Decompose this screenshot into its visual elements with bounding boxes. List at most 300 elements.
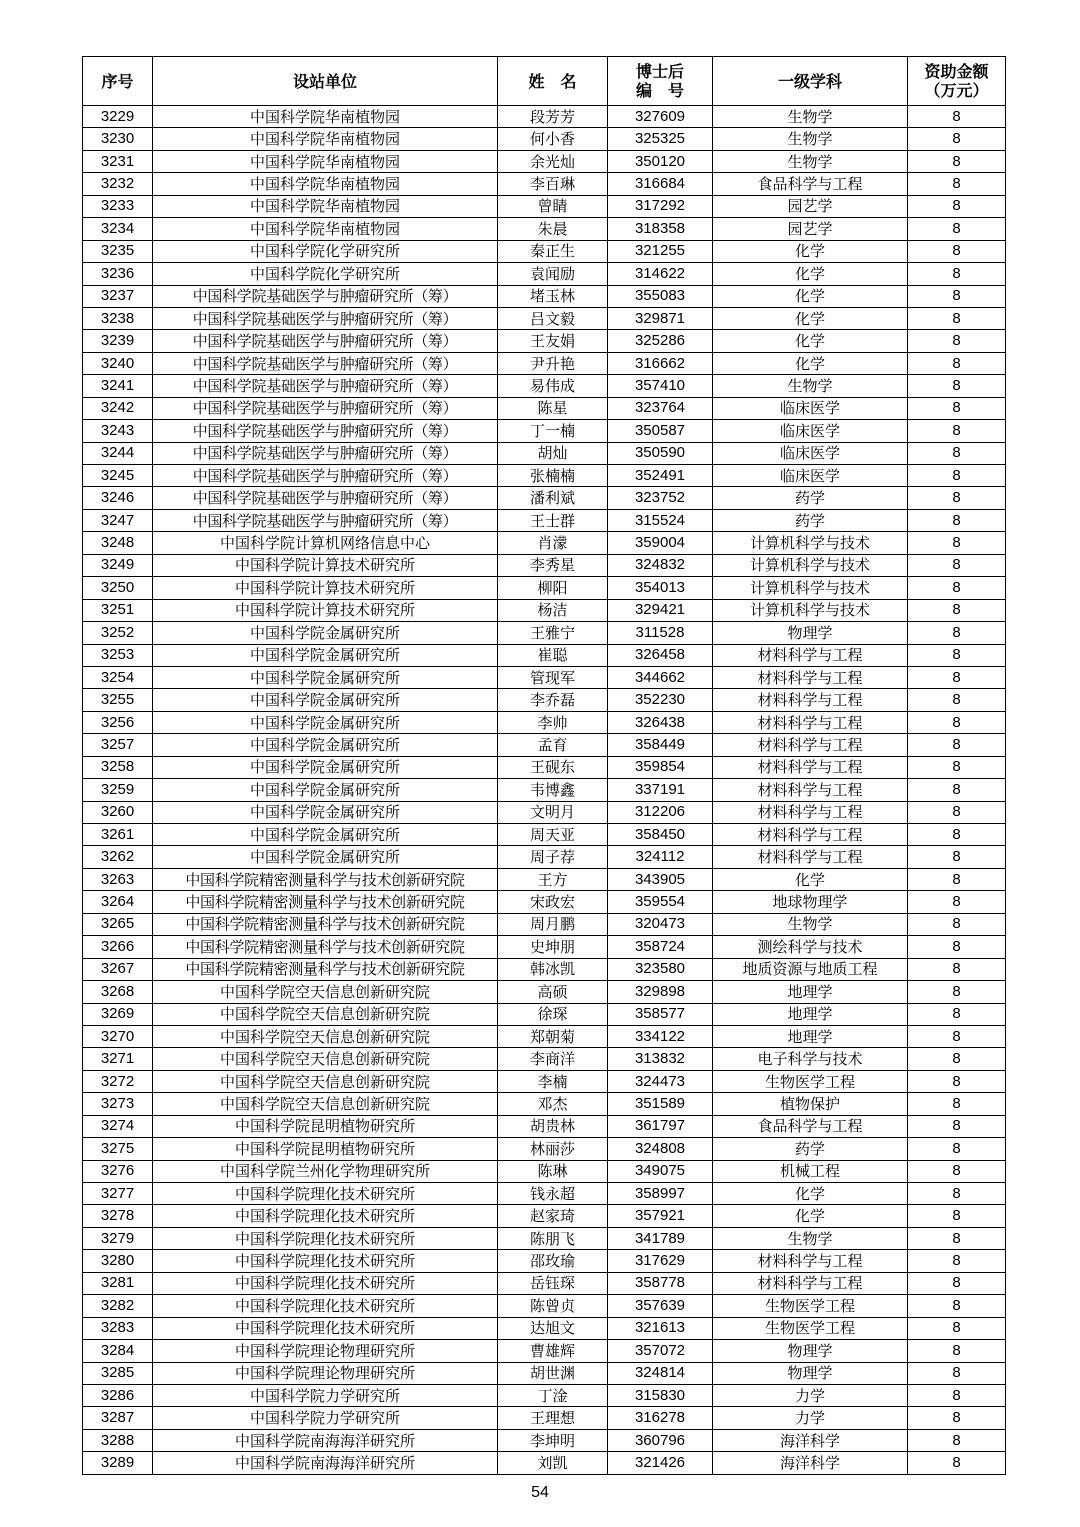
id-cell: 324832 (608, 554, 713, 576)
amount-cell: 8 (908, 891, 1006, 913)
name-cell: 陈曾贞 (498, 1295, 608, 1317)
subject-cell: 化学 (713, 263, 908, 285)
table-row (83, 824, 1006, 846)
seq-cell: 3232 (83, 173, 153, 195)
unit-cell: 中国科学院金属研究所 (153, 666, 498, 688)
id-cell: 352230 (608, 689, 713, 711)
id-cell: 350587 (608, 420, 713, 442)
subject-cell: 材料科学与工程 (713, 644, 908, 666)
name-cell: 王士群 (498, 509, 608, 531)
id-cell: 320473 (608, 913, 713, 935)
seq-cell: 3244 (83, 442, 153, 464)
subject-cell: 地质资源与地质工程 (713, 958, 908, 980)
subject-cell: 材料科学与工程 (713, 779, 908, 801)
subject-cell: 电子科学与技术 (713, 1048, 908, 1070)
seq-cell: 3242 (83, 397, 153, 419)
subject-cell: 计算机科学与技术 (713, 532, 908, 554)
table-row (83, 1452, 1006, 1474)
unit-cell: 中国科学院理论物理研究所 (153, 1340, 498, 1362)
amount-cell: 8 (908, 868, 1006, 890)
seq-cell: 3241 (83, 375, 153, 397)
id-cell: 324473 (608, 1070, 713, 1092)
subject-cell: 化学 (713, 307, 908, 329)
seq-cell: 3287 (83, 1407, 153, 1429)
id-cell: 317629 (608, 1250, 713, 1272)
subject-cell: 材料科学与工程 (713, 711, 908, 733)
unit-cell: 中国科学院基础医学与肿瘤研究所（筹） (153, 487, 498, 509)
table-row (83, 779, 1006, 801)
id-cell: 329871 (608, 307, 713, 329)
seq-cell: 3285 (83, 1362, 153, 1384)
amount-cell: 8 (908, 1183, 1006, 1205)
seq-cell: 3249 (83, 554, 153, 576)
subject-cell: 生物医学工程 (713, 1295, 908, 1317)
table-row (83, 106, 1006, 128)
id-cell: 354013 (608, 577, 713, 599)
id-cell: 357639 (608, 1295, 713, 1317)
amount-cell: 8 (908, 1452, 1006, 1474)
name-cell: 钱永超 (498, 1183, 608, 1205)
unit-cell: 中国科学院金属研究所 (153, 779, 498, 801)
amount-cell: 8 (908, 1227, 1006, 1249)
seq-cell: 3238 (83, 307, 153, 329)
amount-cell: 8 (908, 1429, 1006, 1451)
unit-cell: 中国科学院理论物理研究所 (153, 1362, 498, 1384)
id-cell: 358997 (608, 1183, 713, 1205)
table-row (83, 981, 1006, 1003)
seq-cell: 3282 (83, 1295, 153, 1317)
name-cell: 陈朋飞 (498, 1227, 608, 1249)
subject-cell: 临床医学 (713, 442, 908, 464)
seq-cell: 3253 (83, 644, 153, 666)
amount-cell: 8 (908, 958, 1006, 980)
amount-cell: 8 (908, 756, 1006, 778)
table-row (83, 1429, 1006, 1451)
name-cell: 李楠 (498, 1070, 608, 1092)
subject-cell: 材料科学与工程 (713, 846, 908, 868)
seq-cell: 3272 (83, 1070, 153, 1092)
unit-cell: 中国科学院基础医学与肿瘤研究所（筹） (153, 442, 498, 464)
table-row (83, 644, 1006, 666)
unit-cell: 中国科学院华南植物园 (153, 195, 498, 217)
name-cell: 李百琳 (498, 173, 608, 195)
seq-cell: 3263 (83, 868, 153, 890)
table-row (83, 397, 1006, 419)
name-cell: 陈琳 (498, 1160, 608, 1182)
table-row (83, 1003, 1006, 1025)
subject-cell: 生物学 (713, 128, 908, 150)
table-row (83, 599, 1006, 621)
subject-cell: 生物学 (713, 375, 908, 397)
name-cell: 胡世渊 (498, 1362, 608, 1384)
id-cell: 341789 (608, 1227, 713, 1249)
amount-cell: 8 (908, 1250, 1006, 1272)
amount-cell: 8 (908, 1115, 1006, 1137)
id-cell: 315524 (608, 509, 713, 531)
id-cell: 323752 (608, 487, 713, 509)
table-row (83, 577, 1006, 599)
subject-cell: 化学 (713, 330, 908, 352)
name-cell: 李帅 (498, 711, 608, 733)
seq-cell: 3270 (83, 1025, 153, 1047)
name-cell: 岳钰琛 (498, 1272, 608, 1294)
name-cell: 周天亚 (498, 824, 608, 846)
subject-cell: 化学 (713, 1183, 908, 1205)
unit-cell: 中国科学院精密测量科学与技术创新研究院 (153, 913, 498, 935)
seq-cell: 3271 (83, 1048, 153, 1070)
subject-cell: 地理学 (713, 1003, 908, 1025)
unit-cell: 中国科学院金属研究所 (153, 734, 498, 756)
subject-cell: 物理学 (713, 622, 908, 644)
amount-cell: 8 (908, 465, 1006, 487)
name-cell: 易伟成 (498, 375, 608, 397)
seq-cell: 3264 (83, 891, 153, 913)
id-cell: 323580 (608, 958, 713, 980)
table-row (83, 1340, 1006, 1362)
amount-cell: 8 (908, 734, 1006, 756)
table-row (83, 1093, 1006, 1115)
table-row (83, 375, 1006, 397)
id-cell: 359004 (608, 532, 713, 554)
seq-cell: 3278 (83, 1205, 153, 1227)
table-row (83, 913, 1006, 935)
table-row (83, 689, 1006, 711)
name-cell: 柳阳 (498, 577, 608, 599)
amount-cell: 8 (908, 936, 1006, 958)
name-cell: 李商洋 (498, 1048, 608, 1070)
unit-cell: 中国科学院计算技术研究所 (153, 577, 498, 599)
id-cell: 323764 (608, 397, 713, 419)
seq-cell: 3240 (83, 352, 153, 374)
amount-cell: 8 (908, 1093, 1006, 1115)
amount-cell: 8 (908, 801, 1006, 823)
unit-cell: 中国科学院金属研究所 (153, 711, 498, 733)
subject-cell: 材料科学与工程 (713, 1272, 908, 1294)
unit-cell: 中国科学院理化技术研究所 (153, 1317, 498, 1339)
id-cell: 350120 (608, 150, 713, 172)
name-cell: 王雅宁 (498, 622, 608, 644)
seq-cell: 3256 (83, 711, 153, 733)
table-row (83, 1115, 1006, 1137)
table-row (83, 240, 1006, 262)
table-row (83, 307, 1006, 329)
name-cell: 林丽莎 (498, 1138, 608, 1160)
unit-cell: 中国科学院华南植物园 (153, 128, 498, 150)
unit-cell: 中国科学院昆明植物研究所 (153, 1138, 498, 1160)
unit-cell: 中国科学院空天信息创新研究院 (153, 1048, 498, 1070)
name-cell: 文明月 (498, 801, 608, 823)
id-cell: 343905 (608, 868, 713, 890)
table-row (83, 218, 1006, 240)
id-cell: 329898 (608, 981, 713, 1003)
table-row (83, 173, 1006, 195)
seq-cell: 3248 (83, 532, 153, 554)
name-cell: 胡灿 (498, 442, 608, 464)
unit-cell: 中国科学院南海海洋研究所 (153, 1452, 498, 1474)
id-cell: 316684 (608, 173, 713, 195)
subject-cell: 食品科学与工程 (713, 1115, 908, 1137)
table-row (83, 330, 1006, 352)
id-cell: 351589 (608, 1093, 713, 1115)
unit-cell: 中国科学院基础医学与肿瘤研究所（筹） (153, 375, 498, 397)
subject-cell: 药学 (713, 509, 908, 531)
table-row (83, 1384, 1006, 1406)
col-header-amount-line2: （万元） (924, 81, 989, 100)
amount-cell: 8 (908, 195, 1006, 217)
name-cell: 徐琛 (498, 1003, 608, 1025)
table-row (83, 711, 1006, 733)
name-cell: 韦博鑫 (498, 779, 608, 801)
unit-cell: 中国科学院基础医学与肿瘤研究所（筹） (153, 352, 498, 374)
unit-cell: 中国科学院金属研究所 (153, 801, 498, 823)
id-cell: 357410 (608, 375, 713, 397)
name-cell: 潘利斌 (498, 487, 608, 509)
name-cell: 王砚东 (498, 756, 608, 778)
subject-cell: 材料科学与工程 (713, 801, 908, 823)
name-cell: 高硕 (498, 981, 608, 1003)
id-cell: 318358 (608, 218, 713, 240)
subject-cell: 生物学 (713, 1227, 908, 1249)
amount-cell: 8 (908, 644, 1006, 666)
amount-cell: 8 (908, 1048, 1006, 1070)
unit-cell: 中国科学院理化技术研究所 (153, 1227, 498, 1249)
id-cell: 329421 (608, 599, 713, 621)
name-cell: 达旭文 (498, 1317, 608, 1339)
id-cell: 358724 (608, 936, 713, 958)
unit-cell: 中国科学院计算技术研究所 (153, 599, 498, 621)
amount-cell: 8 (908, 307, 1006, 329)
name-cell: 宋政宏 (498, 891, 608, 913)
name-cell: 吕文毅 (498, 307, 608, 329)
unit-cell: 中国科学院力学研究所 (153, 1407, 498, 1429)
table-row (83, 1362, 1006, 1384)
amount-cell: 8 (908, 779, 1006, 801)
seq-cell: 3280 (83, 1250, 153, 1272)
table-row (83, 868, 1006, 890)
col-header-id-line1: 博士后 (635, 62, 684, 81)
subject-cell: 临床医学 (713, 420, 908, 442)
name-cell: 丁一楠 (498, 420, 608, 442)
table-row (83, 1048, 1006, 1070)
subject-cell: 测绘科学与技术 (713, 936, 908, 958)
name-cell: 张楠楠 (498, 465, 608, 487)
subject-cell: 材料科学与工程 (713, 824, 908, 846)
unit-cell: 中国科学院理化技术研究所 (153, 1183, 498, 1205)
name-cell: 邓杰 (498, 1093, 608, 1115)
unit-cell: 中国科学院南海海洋研究所 (153, 1429, 498, 1451)
id-cell: 361797 (608, 1115, 713, 1137)
seq-cell: 3269 (83, 1003, 153, 1025)
table-row (83, 801, 1006, 823)
unit-cell: 中国科学院精密测量科学与技术创新研究院 (153, 868, 498, 890)
name-cell: 曹雄辉 (498, 1340, 608, 1362)
name-cell: 王友娟 (498, 330, 608, 352)
id-cell: 326458 (608, 644, 713, 666)
amount-cell: 8 (908, 173, 1006, 195)
amount-cell: 8 (908, 1025, 1006, 1047)
unit-cell: 中国科学院空天信息创新研究院 (153, 1093, 498, 1115)
unit-cell: 中国科学院金属研究所 (153, 622, 498, 644)
subject-cell: 临床医学 (713, 465, 908, 487)
id-cell: 360796 (608, 1429, 713, 1451)
subject-cell: 植物保护 (713, 1093, 908, 1115)
unit-cell: 中国科学院华南植物园 (153, 173, 498, 195)
subject-cell: 生物学 (713, 106, 908, 128)
subject-cell: 海洋科学 (713, 1452, 908, 1474)
table-row (83, 936, 1006, 958)
name-cell: 曾睛 (498, 195, 608, 217)
amount-cell: 8 (908, 1205, 1006, 1227)
amount-cell: 8 (908, 1295, 1006, 1317)
amount-cell: 8 (908, 622, 1006, 644)
unit-cell: 中国科学院基础医学与肿瘤研究所（筹） (153, 307, 498, 329)
table-row (83, 352, 1006, 374)
id-cell: 352491 (608, 465, 713, 487)
table-row (83, 1227, 1006, 1249)
amount-cell: 8 (908, 420, 1006, 442)
unit-cell: 中国科学院金属研究所 (153, 756, 498, 778)
amount-cell: 8 (908, 1340, 1006, 1362)
name-cell: 堵玉林 (498, 285, 608, 307)
id-cell: 359854 (608, 756, 713, 778)
table-row (83, 1205, 1006, 1227)
seq-cell: 3288 (83, 1429, 153, 1451)
name-cell: 李坤明 (498, 1429, 608, 1451)
id-cell: 358778 (608, 1272, 713, 1294)
seq-cell: 3261 (83, 824, 153, 846)
amount-cell: 8 (908, 1003, 1006, 1025)
subject-cell: 地球物理学 (713, 891, 908, 913)
name-cell: 丁淦 (498, 1384, 608, 1406)
amount-cell: 8 (908, 824, 1006, 846)
amount-cell: 8 (908, 1138, 1006, 1160)
amount-cell: 8 (908, 577, 1006, 599)
funding-roster-table (82, 56, 1006, 1475)
name-cell: 尹升艳 (498, 352, 608, 374)
seq-cell: 3234 (83, 218, 153, 240)
name-cell: 段芳芳 (498, 106, 608, 128)
table-row (83, 756, 1006, 778)
seq-cell: 3277 (83, 1183, 153, 1205)
seq-cell: 3251 (83, 599, 153, 621)
seq-cell: 3239 (83, 330, 153, 352)
col-header-id-line2: 编 号 (635, 81, 684, 100)
header-row (83, 57, 1006, 106)
seq-cell: 3230 (83, 128, 153, 150)
id-cell: 316278 (608, 1407, 713, 1429)
name-cell: 韩冰凯 (498, 958, 608, 980)
col-header-amount-line1: 资助金额 (924, 62, 989, 81)
id-cell: 334122 (608, 1025, 713, 1047)
unit-cell: 中国科学院金属研究所 (153, 644, 498, 666)
amount-cell: 8 (908, 1272, 1006, 1294)
subject-cell: 计算机科学与技术 (713, 599, 908, 621)
subject-cell: 生物学 (713, 150, 908, 172)
name-cell: 孟育 (498, 734, 608, 756)
table-row (83, 891, 1006, 913)
seq-cell: 3279 (83, 1227, 153, 1249)
unit-cell: 中国科学院计算技术研究所 (153, 554, 498, 576)
unit-cell: 中国科学院理化技术研究所 (153, 1250, 498, 1272)
table-row (83, 442, 1006, 464)
amount-cell: 8 (908, 218, 1006, 240)
unit-cell: 中国科学院华南植物园 (153, 106, 498, 128)
subject-cell: 物理学 (713, 1362, 908, 1384)
amount-cell: 8 (908, 913, 1006, 935)
seq-cell: 3237 (83, 285, 153, 307)
unit-cell: 中国科学院计算机网络信息中心 (153, 532, 498, 554)
seq-cell: 3273 (83, 1093, 153, 1115)
id-cell: 324814 (608, 1362, 713, 1384)
name-cell: 周子荐 (498, 846, 608, 868)
amount-cell: 8 (908, 689, 1006, 711)
amount-cell: 8 (908, 1384, 1006, 1406)
table-row (83, 195, 1006, 217)
subject-cell: 材料科学与工程 (713, 689, 908, 711)
name-cell: 李乔磊 (498, 689, 608, 711)
seq-cell: 3281 (83, 1272, 153, 1294)
col-header-subject: 一级学科 (713, 57, 908, 106)
id-cell: 321255 (608, 240, 713, 262)
id-cell: 321613 (608, 1317, 713, 1339)
id-cell: 312206 (608, 801, 713, 823)
id-cell: 357072 (608, 1340, 713, 1362)
subject-cell: 计算机科学与技术 (713, 554, 908, 576)
subject-cell: 材料科学与工程 (713, 666, 908, 688)
subject-cell: 化学 (713, 240, 908, 262)
seq-cell: 3262 (83, 846, 153, 868)
seq-cell: 3275 (83, 1138, 153, 1160)
unit-cell: 中国科学院理化技术研究所 (153, 1272, 498, 1294)
unit-cell: 中国科学院力学研究所 (153, 1384, 498, 1406)
table-row (83, 1407, 1006, 1429)
amount-cell: 8 (908, 240, 1006, 262)
table-row (83, 1138, 1006, 1160)
subject-cell: 力学 (713, 1384, 908, 1406)
id-cell: 313832 (608, 1048, 713, 1070)
amount-cell: 8 (908, 532, 1006, 554)
table-row (83, 487, 1006, 509)
subject-cell: 化学 (713, 285, 908, 307)
subject-cell: 化学 (713, 352, 908, 374)
seq-cell: 3257 (83, 734, 153, 756)
seq-cell: 3250 (83, 577, 153, 599)
unit-cell: 中国科学院金属研究所 (153, 846, 498, 868)
seq-cell: 3233 (83, 195, 153, 217)
unit-cell: 中国科学院基础医学与肿瘤研究所（筹） (153, 465, 498, 487)
unit-cell: 中国科学院基础医学与肿瘤研究所（筹） (153, 509, 498, 531)
amount-cell: 8 (908, 263, 1006, 285)
seq-cell: 3283 (83, 1317, 153, 1339)
table-row (83, 285, 1006, 307)
name-cell: 袁闻励 (498, 263, 608, 285)
table-header (83, 57, 1006, 106)
seq-cell: 3236 (83, 263, 153, 285)
seq-cell: 3247 (83, 509, 153, 531)
amount-cell: 8 (908, 1407, 1006, 1429)
id-cell: 358577 (608, 1003, 713, 1025)
amount-cell: 8 (908, 846, 1006, 868)
name-cell: 肖濛 (498, 532, 608, 554)
unit-cell: 中国科学院兰州化学物理研究所 (153, 1160, 498, 1182)
amount-cell: 8 (908, 711, 1006, 733)
subject-cell: 材料科学与工程 (713, 1250, 908, 1272)
id-cell: 349075 (608, 1160, 713, 1182)
amount-cell: 8 (908, 128, 1006, 150)
seq-cell: 3276 (83, 1160, 153, 1182)
seq-cell: 3255 (83, 689, 153, 711)
subject-cell: 物理学 (713, 1340, 908, 1362)
